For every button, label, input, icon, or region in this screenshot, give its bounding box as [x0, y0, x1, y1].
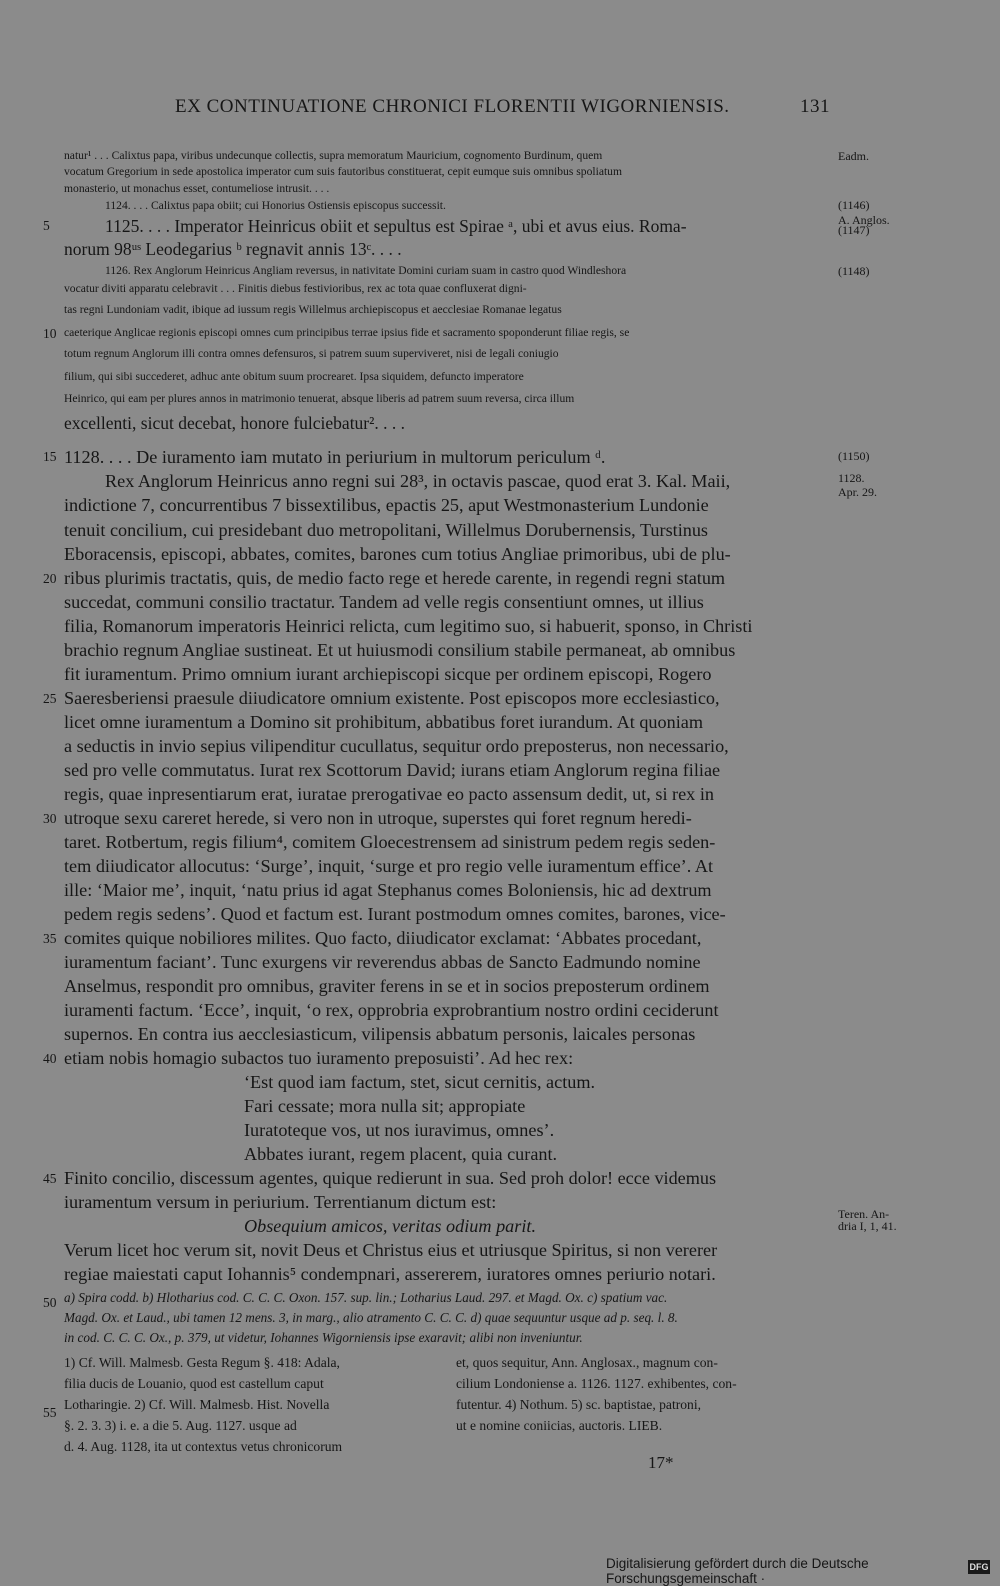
margin-note: A. Anglos. [838, 213, 890, 227]
footnote-line: d. 4. Aug. 1128, ita ut contextus vetus chronicorum [64, 1439, 343, 1454]
text-line: Saeresberiensi praesule diiudicatore omnium existente. Post episcopos more ecclesiastico, [64, 688, 720, 708]
text-line: supernos. En contra ius aecclesiasticum, vilipensis abbatum personis, laicales personas [64, 1024, 696, 1044]
line-number: 45 [43, 1171, 57, 1186]
page-number: 131 [800, 96, 830, 117]
text-line: iuramentum faciant’. Tunc exurgens vir reverendus abbas de Sancto Eadmundo nomine [64, 952, 701, 972]
text-line: tenuit concilium, cui presidebant duo metropolitani, Willelmus Dorubernensis, Turstinus [64, 520, 709, 540]
text-line: Eboracensis, episcopi, abbates, comites, barones cum totius Angliae primoribus, ubi de plu- [64, 544, 731, 564]
line-number: 10 [43, 326, 57, 341]
margin-note: 1128. [838, 471, 865, 485]
text-line: licet omne iuramentum a Domino sit prohibitum, abbatibus foret iurandum. At quoniam [64, 712, 703, 732]
text-line: ille: ‘Maior me’, inquit, ‘natu prius id agat Stephanus comes Boloniensis, hic ad dextrum [64, 880, 712, 900]
text-line: Verum licet hoc verum sit, novit Deus et Christus eius et utriusque Spiritus, si non vererer [64, 1240, 718, 1260]
text-line: 1124. . . . Calixtus papa obiit; cui Honorius Ostiensis episcopus successit. [105, 199, 446, 212]
text-line: taret. Rotbertum, regis filium⁴, comitem Gloecestrensem ad sinistrum pedem regis seden- [64, 832, 716, 852]
text-line: filia, Romanorum imperatoris Heinrici relicta, cum legitimo suo, si habuerit, sponso, in Christi [64, 616, 753, 636]
text-line: Iuratoteque vos, ut nos iuravimus, omnes’. [244, 1120, 555, 1140]
text-line: monasterio, ut monachus esset, contumeliose intrusit. . . . [64, 182, 330, 195]
line-number: 25 [43, 691, 57, 706]
text-line: sed pro velle commutatus. Iurat rex Scottorum David; iurans etiam Anglorum regina filiae [64, 760, 721, 780]
running-header [175, 96, 830, 118]
text-line: Anselmus, respondit pro omnibus, graviter ferens in se et in socios preposterum ordinem [64, 976, 710, 996]
text-line: totum regnum Anglorum illi contra omnes defensuros, si patrem suum superviveret, nisi de legali coniugio [64, 347, 559, 360]
line-number: 50 [43, 1295, 57, 1310]
text-line: tem diiudicator allocutus: ‘Surge’, inquit, ‘surge et pro regio velle iuramentum effice’. At [64, 856, 714, 876]
footnote-line: et, quos sequitur, Ann. Anglosax., magnum con- [456, 1355, 718, 1370]
margin-note: (1150) [838, 449, 870, 463]
header-title: EX CONTINUATIONE CHRONICI FLORENTII WIGORNIENSIS. [175, 96, 730, 117]
margin-note: Teren. An- [838, 1207, 890, 1221]
footnotes-left [64, 1352, 454, 1457]
footnote-line: Lotharingie. 2) Cf. Will. Malmesb. Hist. Novella [64, 1397, 330, 1412]
text-line: ‘Est quod iam factum, stet, sicut cernitis, actum. [244, 1072, 596, 1092]
margin-note: Eadm. [838, 149, 869, 163]
footnote-line: 1) Cf. Will. Malmesb. Gesta Regum §. 418: Adala, [64, 1355, 340, 1370]
text-line: fit iuramentum. Primo omnium iurant archiepiscopi sicque per ordinem episcopi, Rogero [64, 664, 712, 684]
text-line: regiae maiestati caput Iohannis⁵ condempnari, assererem, iuratores omnes periurio notari. [64, 1264, 716, 1284]
line-number: 40 [43, 1051, 57, 1066]
text-line: Rex Anglorum Heinricus anno regni sui 28³, in octavis pascae, quod erat 3. Kal. Maii, [105, 471, 731, 491]
text-line: 1128. . . . De iuramento iam mutato in periurium in multorum periculum ᵈ. [64, 447, 606, 467]
margin-note: (1148) [838, 264, 870, 278]
text-line: succedat, communi consilio tractatur. Tandem ad velle regis consentiunt omnes, ut illius [64, 592, 704, 612]
margin-note: dria I, 1, 41. [838, 1219, 897, 1233]
text-line: filium, qui sibi succederet, adhuc ante obitum suum procrearet. Ipsa siquidem, defuncto imperatore [64, 370, 524, 383]
text-line: brachio regnum Angliae sustineat. Et ut huiusmodi consilium stabile permaneat, ab omnibus [64, 640, 736, 660]
text-line: vocatum Gregorium in sede apostolica imperator cum suis fautoribus constituerat, cepit eumque suis omnibus spoliatum [64, 165, 622, 178]
text-line: regis, quae inpresentiarum erat, iuratae prerogativae eo pacto assensum dedit, ut, si rex in [64, 784, 714, 804]
footnotes-right [456, 1352, 836, 1436]
text-line: iuramentum versum in periurium. Terrentianum dictum est: [64, 1192, 497, 1212]
text-line: a seductis in invio sepius vilipenditur cucullatus, sequitur ordo preposterus, non necessario, [64, 736, 729, 756]
text-line: excellenti, sicut decebat, honore fulciebatur². . . . [64, 413, 406, 433]
text-line: norum 98ᵘˢ Leodegarius ᵇ regnavit annis 13ᶜ. . . . [64, 239, 402, 259]
footnote-line: futentur. 4) Nothum. 5) sc. baptistae, patroni, [456, 1397, 702, 1412]
text-line: Obsequium amicos, veritas odium parit. [244, 1216, 536, 1236]
line-number: 30 [43, 811, 57, 826]
text-line: ribus plurimis tractatis, quis, de medio facto rege et herede carente, in regendi regni statum [64, 568, 726, 588]
footnote-line: filia ducis de Louanio, quod est castellum caput [64, 1376, 324, 1391]
text-line: vocatur diviti apparatu celebravit . . . Finitis diebus festivioribus, rex ac tota quae confluxerat digni- [64, 282, 527, 295]
line-number: 15 [43, 449, 57, 464]
apparatus-line: a) Spira codd. b) Hlotharius cod. C. C. C. Oxon. 157. sup. lin.; Lotharius Laud. 297. et Magd. Ox. c) spatium vac. [64, 1290, 668, 1305]
apparatus-line: in cod. C. C. C. Ox., p. 379, ut videtur, Iohannes Wigorniensis ipse exaravit; alibi non inveniuntur. [64, 1330, 583, 1345]
text-line: pedem regis sedens’. Quod et factum est. Iurant postmodum omnes comites, barones, vice- [64, 904, 726, 924]
footnote-line: ut e nomine coniicias, auctoris. LIEB. [456, 1418, 663, 1433]
footnote-line: §. 2. 3. 3) i. e. a die 5. Aug. 1127. usque ad [64, 1418, 297, 1433]
text-line: Finito concilio, discessum agentes, quique redierunt in sua. Sed proh dolor! ecce videmus [64, 1168, 717, 1188]
line-number: 5 [43, 218, 50, 233]
text-line: 1125. . . . Imperator Heinricus obiit et sepultus est Spirae ᵃ, ubi et avus eius. Roma- [105, 216, 687, 236]
line-number: 35 [43, 931, 57, 946]
footnote-line: cilium Londoniense a. 1126. 1127. exhibentes, con- [456, 1376, 737, 1391]
text-line: Heinrico, qui eam per plures annos in matrimonio tenuerat, absque liberis ad patrem suum reversa, circa illum [64, 392, 575, 405]
text-line: indictione 7, concurrentibus 7 bissextilibus, epactis 25, aput Westmonasterium Lundonie [64, 495, 709, 515]
text-line: iuramenti factum. ‘Ecce’, inquit, ‘o rex, opprobria exprobrantium nostro ordini ceciderunt [64, 1000, 719, 1020]
margin-note: (1147) [838, 223, 870, 237]
text-line: tas regni Lundoniam vadit, ibique ad iussum regis Willelmus archiepiscopus et aecclesiae Romanae legatus [64, 303, 562, 316]
signature-mark: 17* [648, 1453, 674, 1472]
text-line: etiam nobis homagio subactos tuo iuramento preposuisti’. Ad hec rex: [64, 1048, 574, 1068]
apparatus-line: Magd. Ox. et Laud., ubi tamen 12 mens. 3, in marg., alio atramento C. C. C. d) quae sequuntur usque ad p. seq. l. 8. [64, 1310, 678, 1325]
text-line: utroque sexu careret herede, si vero non in utroque, superstes qui foret regnum heredi- [64, 808, 692, 828]
dfg-logo: DFG [969, 1562, 989, 1572]
margin-note: Apr. 29. [838, 485, 877, 499]
line-number: 55 [43, 1405, 57, 1420]
line-number: 20 [43, 571, 57, 586]
footer-credit: Digitalisierung gefördert durch die Deutsche Forschungsgemeinschaft · [606, 1556, 869, 1586]
text-line: comites quique nobiliores milites. Quo facto, diiudicator exclamat: ‘Abbates procedant, [64, 928, 702, 948]
text-line: 1126. Rex Anglorum Heinricus Angliam reversus, in nativitate Domini curiam suam in castro quod Windleshora [105, 264, 627, 277]
text-line: caeterique Angliсae regionis episcopi omnes cum principibus terrae ipsius fide et sacramento spoponderunt filiae regis, se [64, 326, 630, 339]
text-line: Abbates iurant, regem placent, quia curant. [244, 1144, 558, 1164]
text-line: natur¹ . . . Calixtus papa, viribus undecunque collectis, supra memoratum Mauricium, cognomento Burdinum, quem [64, 149, 603, 162]
margin-note: (1146) [838, 198, 870, 212]
text-line: Fari cessate; mora nulla sit; appropiate [244, 1096, 526, 1116]
